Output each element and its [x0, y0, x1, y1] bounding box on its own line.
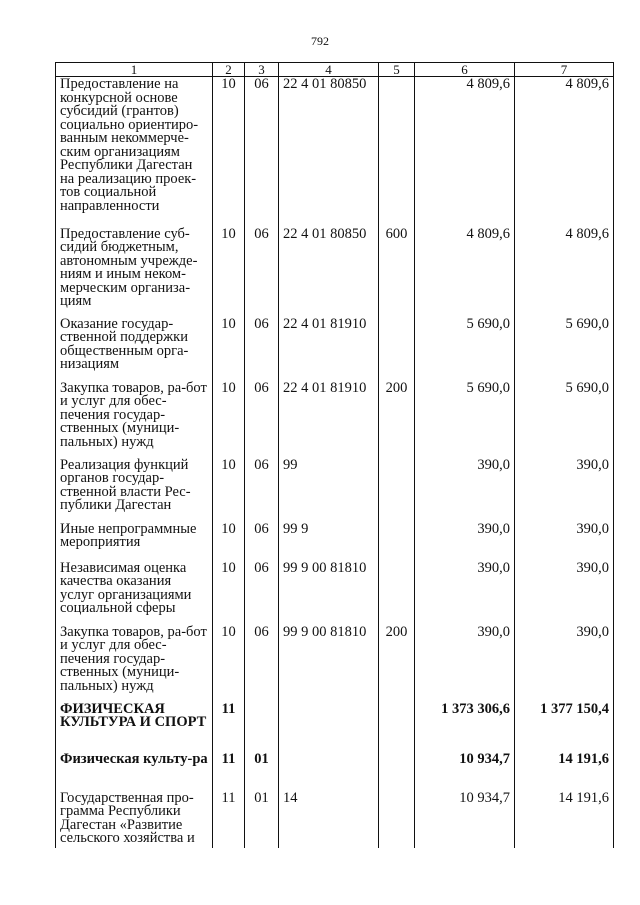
- column-header: 1: [56, 63, 213, 77]
- expense-type-cell: [379, 77, 415, 226]
- amount-year1-cell: 4 809,6: [415, 226, 515, 316]
- target-article-cell: [279, 751, 379, 790]
- expense-type-cell: [379, 790, 415, 848]
- row-name-cell: Закупка товаров, ра-бот и услуг для обес-печения государ-ственных (муници-пальных) нужд: [56, 380, 213, 457]
- column-header: 6: [415, 63, 515, 77]
- section-code-cell: 10: [213, 560, 245, 624]
- subsection-code-cell: 06: [245, 457, 279, 521]
- amount-year1-cell: 5 690,0: [415, 316, 515, 380]
- subsection-code-cell: 06: [245, 77, 279, 226]
- row-name-cell: Независимая оценка качества оказания услуг организациями социальной сферы: [56, 560, 213, 624]
- expense-type-cell: 200: [379, 380, 415, 457]
- section-code-cell: 10: [213, 226, 245, 316]
- column-header: 5: [379, 63, 415, 77]
- expense-type-cell: [379, 751, 415, 790]
- amount-year2-cell: 5 690,0: [515, 316, 614, 380]
- expense-type-cell: [379, 521, 415, 560]
- amount-year2-cell: 390,0: [515, 624, 614, 701]
- column-header: 4: [279, 63, 379, 77]
- section-code-cell: 11: [213, 701, 245, 751]
- section-code-cell: 10: [213, 457, 245, 521]
- column-header: 2: [213, 63, 245, 77]
- table-row: [56, 701, 614, 751]
- amount-year2-cell: 4 809,6: [515, 226, 614, 316]
- subsection-code-cell: [245, 701, 279, 751]
- amount-year1-cell: 5 690,0: [415, 380, 515, 457]
- row-name-cell: Предоставление суб-сидий бюджетным, автономным учрежде-ниям и иным неком-мерческим организа-циям: [56, 226, 213, 316]
- column-header: 3: [245, 63, 279, 77]
- row-name-cell: Государственная про-грамма Республики Дагестан «Развитие сельского хозяйства и: [56, 790, 213, 848]
- column-header: 7: [515, 63, 614, 77]
- amount-year2-cell: 4 809,6: [515, 77, 614, 226]
- target-article-cell: 99: [279, 457, 379, 521]
- amount-year1-cell: 390,0: [415, 560, 515, 624]
- target-article-cell: 99 9: [279, 521, 379, 560]
- amount-year2-cell: 14 191,6: [515, 790, 614, 848]
- target-article-cell: 99 9 00 81810: [279, 560, 379, 624]
- target-article-cell: 14: [279, 790, 379, 848]
- amount-year2-cell: 390,0: [515, 521, 614, 560]
- amount-year2-cell: 390,0: [515, 457, 614, 521]
- table-row: [56, 457, 614, 521]
- section-code-cell: 11: [213, 790, 245, 848]
- target-article-cell: 99 9 00 81810: [279, 624, 379, 701]
- amount-year1-cell: 1 373 306,6: [415, 701, 515, 751]
- subsection-code-cell: 06: [245, 560, 279, 624]
- section-code-cell: 11: [213, 751, 245, 790]
- amount-year1-cell: 390,0: [415, 624, 515, 701]
- row-name-cell: Реализация функций органов государ-ственной власти Рес-публики Дагестан: [56, 457, 213, 521]
- subsection-code-cell: 01: [245, 790, 279, 848]
- amount-year1-cell: 10 934,7: [415, 751, 515, 790]
- budget-table: [55, 62, 614, 848]
- row-name-cell: Закупка товаров, ра-бот и услуг для обес-печения государ-ственных (муници-пальных) нужд: [56, 624, 213, 701]
- amount-year1-cell: 10 934,7: [415, 790, 515, 848]
- expense-type-cell: 600: [379, 226, 415, 316]
- row-name-cell: ФИЗИЧЕСКАЯ КУЛЬТУРА И СПОРТ: [56, 701, 213, 751]
- row-name-cell: Иные непрограммные мероприятия: [56, 521, 213, 560]
- expense-type-cell: [379, 560, 415, 624]
- row-name-cell: Предоставление на конкурсной основе субсидий (грантов) социально ориентиро-ванным некоммерче-ским организациям Республики Дагестан на реализацию проек-тов социальной направленности: [56, 77, 213, 226]
- page-number: 792: [311, 34, 329, 48]
- row-name-cell: Физическая культу-ра: [56, 751, 213, 790]
- section-code-cell: 10: [213, 521, 245, 560]
- subsection-code-cell: 06: [245, 521, 279, 560]
- amount-year2-cell: 14 191,6: [515, 751, 614, 790]
- expense-type-cell: [379, 316, 415, 380]
- subsection-code-cell: 01: [245, 751, 279, 790]
- expense-type-cell: [379, 457, 415, 521]
- table-row: [56, 560, 614, 624]
- table-row: [56, 380, 614, 457]
- table-row: [56, 77, 614, 226]
- section-code-cell: 10: [213, 77, 245, 226]
- table-row: [56, 790, 614, 848]
- row-name-cell: Оказание государ-ственной поддержки общественным орга-низациям: [56, 316, 213, 380]
- table-row: [56, 226, 614, 316]
- expense-type-cell: 200: [379, 624, 415, 701]
- table-row: [56, 316, 614, 380]
- amount-year2-cell: 1 377 150,4: [515, 701, 614, 751]
- amount-year1-cell: 4 809,6: [415, 77, 515, 226]
- section-code-cell: 10: [213, 380, 245, 457]
- subsection-code-cell: 06: [245, 624, 279, 701]
- table-row: [56, 521, 614, 560]
- table-row: [56, 751, 614, 790]
- amount-year2-cell: 390,0: [515, 560, 614, 624]
- target-article-cell: 22 4 01 80850: [279, 77, 379, 226]
- amount-year1-cell: 390,0: [415, 457, 515, 521]
- table-row: [56, 624, 614, 701]
- target-article-cell: 22 4 01 81910: [279, 380, 379, 457]
- subsection-code-cell: 06: [245, 226, 279, 316]
- header-row: [56, 63, 614, 77]
- target-article-cell: [279, 701, 379, 751]
- expense-type-cell: [379, 701, 415, 751]
- target-article-cell: 22 4 01 81910: [279, 316, 379, 380]
- amount-year1-cell: 390,0: [415, 521, 515, 560]
- amount-year2-cell: 5 690,0: [515, 380, 614, 457]
- section-code-cell: 10: [213, 316, 245, 380]
- subsection-code-cell: 06: [245, 380, 279, 457]
- section-code-cell: 10: [213, 624, 245, 701]
- target-article-cell: 22 4 01 80850: [279, 226, 379, 316]
- subsection-code-cell: 06: [245, 316, 279, 380]
